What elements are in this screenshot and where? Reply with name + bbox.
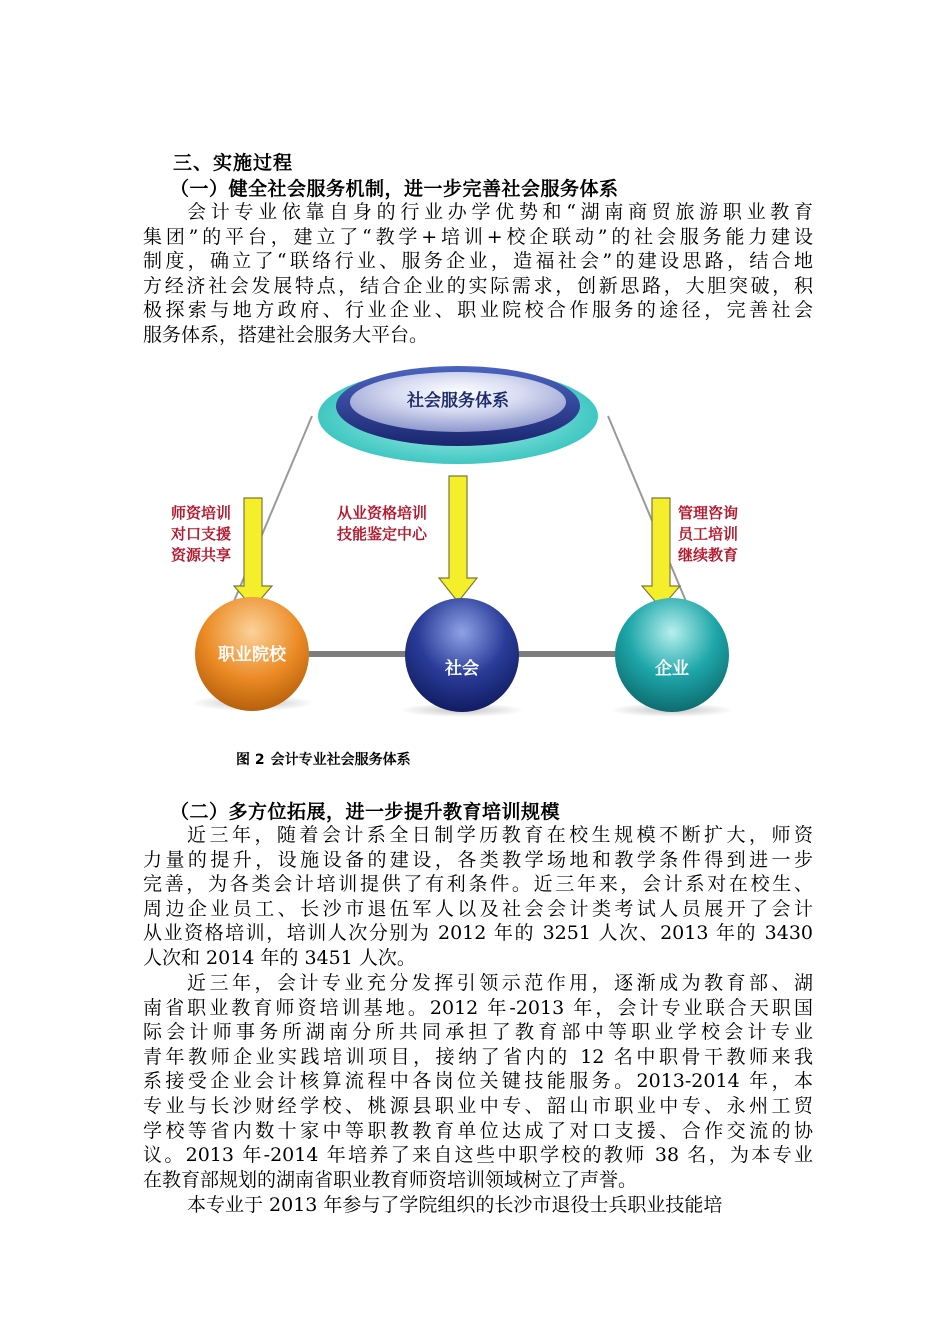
paragraph-line: 系接受企业会计核算流程中各岗位关键技能服务。2013-2014 年，本 <box>143 1070 813 1093</box>
paragraph-line: 青年教师企业实践培训项目，接纳了省内的 12 名中职骨干教师来我 <box>143 1045 813 1068</box>
paragraph-line: 集团”的平台，建立了“教学+培训+校企联动”的社会服务能力建设 <box>143 225 813 248</box>
top-ellipse-label: 社会服务体系 <box>407 391 509 411</box>
paragraph-line: 人次和 2014 年的 3451 人次。 <box>143 946 416 969</box>
right-label: 继续教育 <box>678 546 739 564</box>
paragraph-line: 际会计师事务所湖南分所共同承担了教育部中等职业学校会计专业 <box>143 1021 813 1044</box>
node-society <box>405 598 519 712</box>
paragraph-line: 周边企业员工、长沙市退伍军人以及社会会计类考试人员展开了会计 <box>143 897 813 920</box>
right-label: 管理咨询 <box>678 504 739 522</box>
node-society-label: 社会 <box>445 659 479 679</box>
subsection-1-title: （一）健全社会服务机制，进一步完善社会服务体系 <box>170 178 619 200</box>
paragraph-line: 近三年，会计专业充分发挥引领示范作用，逐渐成为教育部、湖 <box>187 972 813 994</box>
right-label: 员工培训 <box>678 525 739 543</box>
paragraph-line: 服务体系，搭建社会服务大平台。 <box>143 323 429 346</box>
left-label: 资源共享 <box>171 546 232 564</box>
subsection-2-paragraph-1 <box>143 823 813 971</box>
left-label: 对口支援 <box>171 525 232 543</box>
social-service-diagram <box>140 358 820 718</box>
paragraph-line: 方经济社会发展特点，结合企业的实际需求，创新思路，大胆突破，积 <box>143 274 813 297</box>
arrow-right <box>642 498 680 608</box>
left-label: 师资培训 <box>171 504 232 522</box>
figure-number: 图 2 <box>236 752 265 768</box>
paragraph-line: 会计专业依靠自身的行业办学优势和“湖南商贸旅游职业教育 <box>187 201 813 223</box>
subsection-1-paragraph <box>143 200 813 348</box>
middle-label: 从业资格培训 <box>337 504 428 522</box>
paragraph-line: 制度，确立了“联络行业、服务企业，造福社会”的建设思路，结合地 <box>143 250 813 273</box>
paragraph-line: 南省职业教育师资培训基地。2012 年-2013 年，会计专业联合天职国 <box>143 996 813 1019</box>
paragraph-line: 完善，为各类会计培训提供了有利条件。近三年来，会计系对在校生、 <box>143 873 813 896</box>
paragraph-line: 力量的提升，设施设备的建设，各类教学场地和教学条件得到进一步 <box>143 848 813 871</box>
paragraph-line: 议。2013 年-2014 年培养了来自这些中职学校的教师 38 名，为本专业 <box>143 1144 813 1167</box>
arrow-middle <box>439 476 477 602</box>
connector-line-right <box>608 416 688 606</box>
figure-title: 会计专业社会服务体系 <box>270 752 411 768</box>
section-title: 三、实施过程 <box>173 152 294 174</box>
subsection-2-title: （二）多方位拓展，进一步提升教育培训规模 <box>170 801 561 823</box>
subsection-2-paragraph-2 <box>143 971 813 1192</box>
node-vocational-college-label: 职业院校 <box>218 645 286 665</box>
paragraph-line: 专业与长沙财经学校、桃源县职业中专、韶山市职业中专、永州工贸 <box>143 1094 813 1117</box>
paragraph-line: 本专业于 2013 年参与了学院组织的长沙市退役士兵职业技能培 <box>187 1194 723 1216</box>
subsection-2-paragraph-3 <box>143 1193 813 1218</box>
node-enterprise <box>615 598 729 712</box>
arrow-left <box>234 498 272 608</box>
paragraph-line: 在教育部规划的湖南省职业教育师资培训领域树立了声誉。 <box>143 1168 638 1191</box>
node-enterprise-label: 企业 <box>655 659 689 679</box>
paragraph-line: 极探索与地方政府、行业企业、职业院校合作服务的途径，完善社会 <box>143 299 813 322</box>
figure-caption <box>236 749 417 769</box>
paragraph-line: 学校等省内数十家中等职教教育单位达成了对口支援、合作交流的协 <box>143 1119 813 1142</box>
middle-label: 技能鉴定中心 <box>337 525 428 543</box>
paragraph-line: 近三年，随着会计系全日制学历教育在校生规模不断扩大，师资 <box>187 824 813 846</box>
paragraph-line: 从业资格培训，培训人次分别为 2012 年的 3251 人次、2013 年的 3430 <box>143 922 813 945</box>
